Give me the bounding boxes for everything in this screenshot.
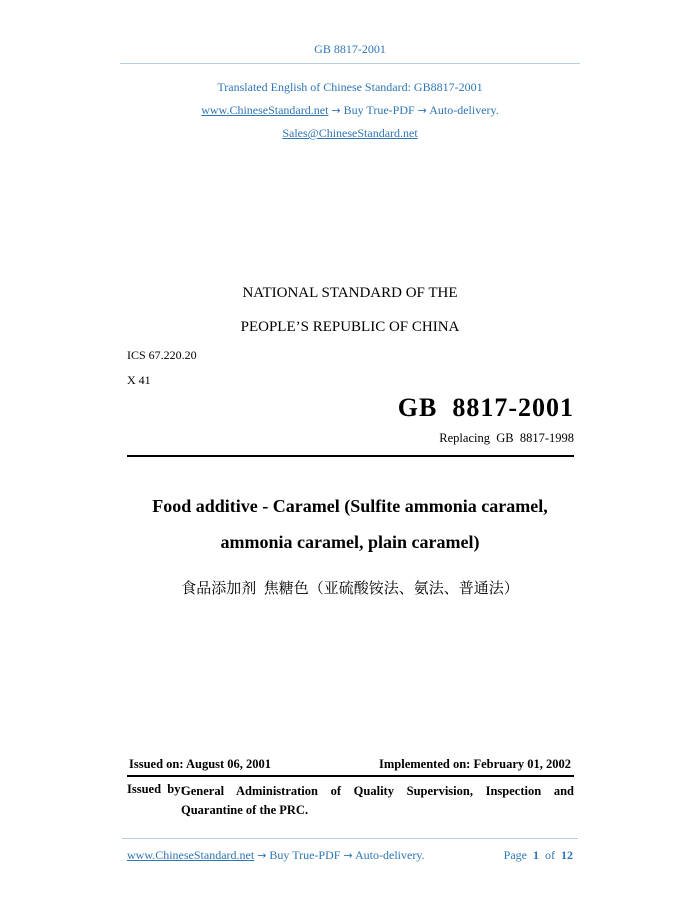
english-title-line1: Food additive - Caramel (Sulfite ammonia caramel, — [152, 496, 548, 516]
email-line — [0, 126, 700, 141]
issuance-divider — [127, 775, 574, 777]
site-link[interactable]: www.ChineseStandard.net — [201, 103, 329, 117]
purchase-line — [0, 103, 700, 118]
ics-code: ICS 67.220.20 — [127, 348, 197, 362]
page-of: of — [545, 848, 555, 862]
footer-divider — [122, 838, 578, 839]
arrow-right-icon: → — [417, 104, 427, 117]
footer-buy-text: Buy True-PDF — [269, 848, 341, 862]
running-head: GB 8817-2001 — [314, 42, 386, 56]
sales-email-link[interactable]: Sales@ChineseStandard.net — [282, 126, 418, 140]
footer-delivery-text: Auto-delivery. — [355, 848, 425, 862]
title-divider — [127, 455, 574, 457]
arrow-right-icon: → — [343, 849, 353, 862]
replacing-standard: Replacing GB 8817-1998 — [439, 431, 574, 445]
standard-number: GB 8817-2001 — [397, 393, 574, 422]
chinese-title: 食品添加剂 焦糖色（亚硫酸铵法、氨法、普通法） — [181, 581, 519, 597]
english-title-line2: ammonia caramel, plain caramel) — [220, 532, 480, 552]
issued-on-date: Issued on: August 06, 2001 — [129, 757, 272, 771]
page-current: 1 — [533, 848, 539, 862]
footer-site-link[interactable]: www.ChineseStandard.net — [127, 848, 255, 862]
implemented-on-date: Implemented on: February 01, 2002 — [379, 757, 571, 771]
page-indicator — [504, 848, 573, 863]
arrow-right-icon: → — [257, 849, 267, 862]
delivery-text: Auto-delivery. — [429, 103, 499, 117]
footer-purchase-line — [127, 848, 425, 863]
translation-note: Translated English of Chinese Standard: GB8817-2001 — [217, 80, 483, 94]
national-standard-heading: NATIONAL STANDARD OF THE — [242, 285, 458, 301]
page-total: 12 — [561, 848, 573, 862]
country-heading: PEOPLE’S REPUBLIC OF CHINA — [240, 319, 460, 335]
arrow-right-icon: → — [331, 104, 341, 117]
buy-pdf-text: Buy True-PDF — [343, 103, 415, 117]
issuing-authority: General Administration of Quality Supervision, Inspection and Quarantine of the PRC. — [181, 784, 574, 817]
page-label: Page — [503, 848, 527, 862]
header-divider — [120, 63, 580, 64]
issued-by-label: Issued by: — [127, 782, 185, 796]
classification-code: X 41 — [127, 373, 151, 387]
